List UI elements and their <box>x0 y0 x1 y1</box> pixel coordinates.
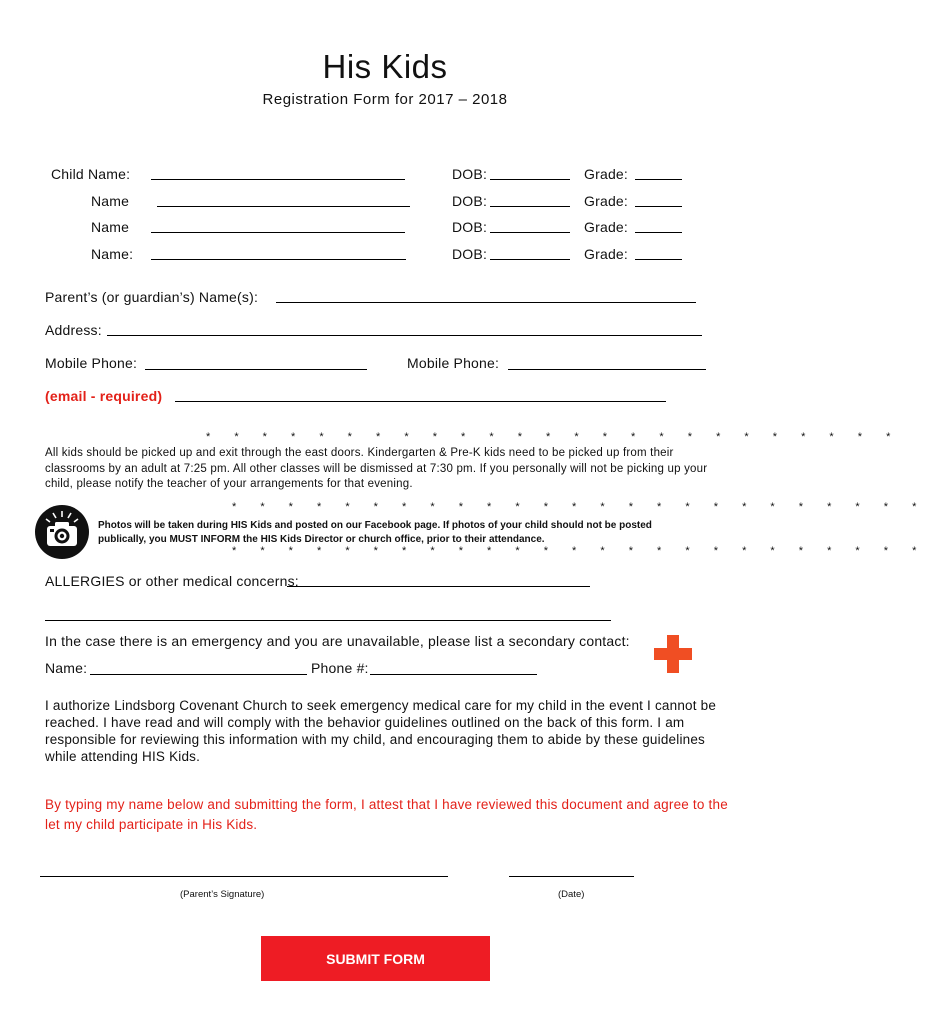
allergies-field-continued[interactable] <box>45 620 611 621</box>
child-name-label-4: Name: <box>91 246 134 262</box>
divider-stars-1: * * * * * * * * * * * * * * * * * * * * * * * * * <box>206 431 901 443</box>
form-title: His Kids <box>322 48 448 85</box>
dob-label-1: DOB: <box>452 166 488 182</box>
grade-field-3[interactable] <box>635 232 682 233</box>
guardian-name-label: Parent’s (or guardian’s) Name(s): <box>45 289 259 305</box>
address-label: Address: <box>45 322 102 338</box>
photo-notice-line-2: publically, you MUST INFORM the HIS Kids Director or church office, prior to their attendance. <box>98 534 545 545</box>
medical-cross-icon <box>654 635 692 673</box>
attestation-text: By typing my name below and submitting the form, I attest that I have reviewed this document and agree to the let my child participate in His Kids. <box>45 797 728 832</box>
mobile-phone-field-1[interactable] <box>145 369 367 370</box>
submit-form-button[interactable]: SUBMIT FORM <box>261 936 490 981</box>
pickup-notice: All kids should be picked up and exit through the east doors. Kindergarten & Pre-K kids need to be picked up from their classrooms by an adult at 7:25 pm. All other classes will be dismissed at 7:30 pm. If you personally will not be picking up your child, please notify the teacher of your arrangements for that evening. <box>45 447 708 490</box>
photo-notice-line-1: Photos will be taken during HIS Kids and posted on our Facebook page. If photos of your child should not be posted <box>98 520 652 531</box>
dob-field-4[interactable] <box>490 259 570 260</box>
date-caption: (Date) <box>558 889 585 900</box>
camera-icon <box>34 504 90 560</box>
authorization-text: I authorize Lindsborg Covenant Church to seek emergency medical care for my child in the event I cannot be reached. I have read and will comply with the behavior guidelines outlined on the back of this form. I am responsible for reviewing this information with my child, and encouraging them to abide by these guidelines while attending HIS Kids. <box>45 698 717 764</box>
grade-field-4[interactable] <box>635 259 682 260</box>
emergency-phone-label: Phone #: <box>311 660 369 676</box>
grade-label-4: Grade: <box>584 246 628 262</box>
divider-stars-2: * * * * * * * * * * * * * * * * * * * * * * * * * <box>232 501 927 513</box>
grade-field-2[interactable] <box>635 206 682 207</box>
grade-label-3: Grade: <box>584 219 628 235</box>
dob-label-3: DOB: <box>452 219 488 235</box>
date-field[interactable] <box>509 876 634 877</box>
dob-label-2: DOB: <box>452 193 488 209</box>
child-name-field-1[interactable] <box>151 179 405 180</box>
parent-signature-field[interactable] <box>40 876 448 877</box>
mobile-phone-label-2: Mobile Phone: <box>407 355 500 371</box>
child-name-field-3[interactable] <box>151 232 405 233</box>
form-subtitle: Registration Form for 2017 – 2018 <box>262 91 508 108</box>
mobile-phone-label-1: Mobile Phone: <box>45 355 138 371</box>
email-label: (email - required) <box>45 388 163 404</box>
mobile-phone-field-2[interactable] <box>508 369 706 370</box>
allergies-label: ALLERGIES or other medical concerns: <box>45 573 299 589</box>
dob-field-1[interactable] <box>490 179 570 180</box>
grade-label-1: Grade: <box>584 166 628 182</box>
dob-field-2[interactable] <box>490 206 570 207</box>
emergency-name-label: Name: <box>45 660 88 676</box>
child-name-field-4[interactable] <box>151 259 406 260</box>
grade-field-1[interactable] <box>635 179 682 180</box>
child-name-label-1: Child Name: <box>51 166 131 182</box>
divider-stars-3: * * * * * * * * * * * * * * * * * * * * * * * * * <box>232 545 927 557</box>
parent-signature-caption: (Parent’s Signature) <box>180 889 265 900</box>
grade-label-2: Grade: <box>584 193 628 209</box>
emergency-name-field[interactable] <box>90 674 307 675</box>
child-name-label-2: Name <box>91 193 130 209</box>
child-name-field-2[interactable] <box>157 206 410 207</box>
dob-field-3[interactable] <box>490 232 570 233</box>
emergency-contact-text: In the case there is an emergency and you are unavailable, please list a secondary contact: <box>45 633 630 649</box>
address-field[interactable] <box>107 335 702 336</box>
allergies-field[interactable] <box>287 586 590 587</box>
dob-label-4: DOB: <box>452 246 488 262</box>
email-field[interactable] <box>175 401 666 402</box>
child-name-label-3: Name <box>91 219 130 235</box>
emergency-phone-field[interactable] <box>370 674 537 675</box>
guardian-name-field[interactable] <box>276 302 696 303</box>
